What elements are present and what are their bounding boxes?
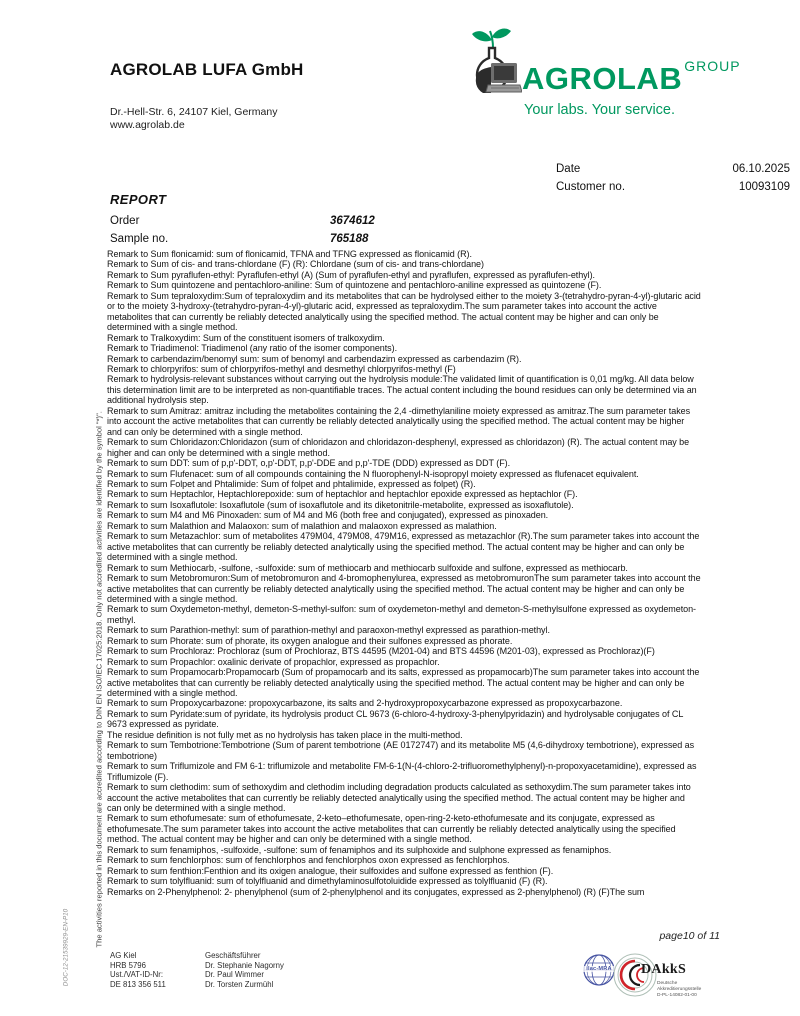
remark-paragraph: Remark to sum tolylfluanid: sum of tolylfluanid and dimethylaminosulfotoluidide expressed as tolylfluanid (F) (R). (107, 876, 548, 887)
remark-paragraph: Remark to sum M4 and M6 Pinoxaden: sum of M4 and M6 (both free and conjugated), expressed as pinoxaden. (107, 510, 549, 521)
remark-paragraph: Remark to Sum quintozene and pentachloro-aniline: Sum of quintozene and pentachloro-aniline expressed as quintozene (F). (107, 280, 602, 291)
sample-no-label: Sample no. (110, 233, 169, 245)
remark-paragraph: Remark to sum clethodim: sum of sethoxydim and clethodim including degradation products calculated as sethoxydim.The sum parameter takes into account the active metabolites that can currently be reliably detected analytically using the specified method. The actual content may be higher and can only be determined with a single method. (107, 782, 691, 814)
management-line: Dr. Paul Wimmer (205, 970, 264, 980)
remark-paragraph: Remark to sum fenthion:Fenthion and its oxigen analogue, their sulfoxides and sulfone expressed as fenthion (F). (107, 865, 554, 876)
company-address-line: Dr.-Hell-Str. 6, 24107 Kiel, Germany (110, 106, 278, 118)
remark-paragraph: Remark to sum Amitraz: amitraz including the metabolites containing the 2,4 -dimethylaniline moiety expressed as amitraz.The sum parameter takes into account the active metabolites that can currently be reliably detected analytically using the specified method. The actual content may be higher and can only be determined with a single method. (107, 405, 691, 437)
sample-no-row (110, 233, 369, 245)
remark-paragraph: Remark to sum Metobromuron:Sum of metobromuron and 4-bromophenylurea, expressed as metobromuronThe sum parameter takes into account the active metabolites that can currently be reliably detected analytically using the specified method. The actual content may be higher and can only be determined with a single method. (107, 573, 701, 604)
remark-paragraph: Remark to sum Chloridazon:Chloridazon (sum of chloridazon and chloridazon-desphenyl, expressed as chloridazon) (R). The actual content may be higher and can only be determined with a single method. (107, 437, 690, 458)
remark-paragraph: Remark to Triadimenol: Triadimenol (any ratio of the isomer components). (107, 343, 398, 354)
logo-brand-text: AGROLAB (522, 61, 683, 96)
date-label: Date (556, 163, 581, 175)
date-value: 06.10.2025 (732, 163, 790, 175)
ilac-mra-label: ilac-MRA (580, 966, 618, 972)
customer-no-row (556, 178, 790, 196)
remark-paragraph: Remarks on 2-Phenylphenol: 2- phenylphenol (sum of 2-phenylphenol and its conjugates, expressed as 2-phenylphenol) (R) (F)The sum (107, 886, 645, 897)
order-label: Order (110, 215, 140, 227)
remark-paragraph: Remark to sum Malathion and Malaoxon: sum of malathion and malaoxon expressed as malathion. (107, 520, 497, 531)
registry-line: AG Kiel (110, 951, 137, 960)
dakks-subtext (657, 981, 701, 998)
remark-paragraph: Remark to carbendazim/benomyl sum: sum of benomyl and carbendazim expressed as carbendazim (R). (107, 353, 522, 364)
registry-line: DE 813 356 511 (110, 979, 166, 989)
doc-code-vertical: DOC-12-21539929-EN-P10 (62, 908, 70, 987)
accreditation-note-vertical: The activities reported in this document are accredited according to DIN EN ISO/IEC 17025:2018. Only not accredited activities are identified by the symbol "*)". (94, 411, 104, 948)
dakks-seal (612, 950, 762, 1004)
footer-registry (110, 951, 166, 989)
footer-management (205, 951, 284, 989)
customer-no-value: 10093109 (738, 181, 790, 193)
remark-paragraph: Remark to sum fenamiphos, -sulfoxide, -sulfone: sum of fenamiphos and its sulphoxide and sulphone expressed as fenamiphos. (107, 844, 612, 855)
logo-tagline: Your labs. Your service. (524, 102, 676, 118)
remark-paragraph: Remark to sum Tembotrione:Tembotrione (Sum of parent tembotrione (AE 0172747) and its metabolite M5 (4,6-dihydroxy tembotrione), expressed as tembotrione) (107, 740, 695, 761)
remark-paragraph: Remark to Sum of cis- and trans-chlordane (F) (R): Chlordane (sum of cis- and trans-chlordane) (107, 259, 484, 270)
registry-line: HRB 5796 (110, 960, 146, 970)
agrolab-logo (466, 26, 786, 122)
logo-brand (522, 58, 741, 97)
remark-paragraph: Remark to sum Propachlor: oxalinic derivate of propachlor, expressed as propachlor. (107, 656, 440, 667)
remark-paragraph: Remark to Sum pyraflufen-ethyl: Pyraflufen-ethyl (A) (Sum of pyraflufen-ethyl and pyraflufen, expressed as pyraflufen-ethyl). (107, 269, 595, 280)
dakks-subtext-line: Akkreditierungsstelle (657, 986, 702, 992)
remark-paragraph: Remark to sum Flufenacet: sum of all compounds containing the N fluorophenyl-N-isopropyl moiety expressed as flufenacet equivalent. (107, 468, 639, 479)
plant-flask-laptop-icon (468, 28, 522, 102)
remark-paragraph: Remark to Tralkoxydim: Sum of the constituent isomers of tralkoxydim. (107, 332, 385, 343)
dakks-subtext-line: Deutsche (657, 981, 678, 986)
management-line: Geschäftsführer (205, 951, 261, 960)
company-name: AGROLAB LUFA GmbH (110, 60, 304, 79)
remark-paragraph: Remark to sum Oxydemeton-methyl, demeton-S-methyl-sulfon: sum of oxydemeton-methyl and demeton-S-methylsulfone expressed as oxydemeton-methyl. (107, 604, 697, 625)
order-value: 3674612 (330, 215, 375, 227)
remark-paragraph: Remark to sum Pyridate:sum of pyridate, its hydrolysis product CL 9673 (6-chloro-4-hydroxy-3-phenylpyridazin) and hydrolysable conjugates of CL 9673 expressed as pyridate. (107, 708, 683, 730)
company-address-block (110, 106, 277, 131)
remark-paragraph: Remark to sum DDT: sum of p,p'-DDT, o,p'-DDT, p,p'-DDE and p,p'-TDE (DDD) expressed as DDT (F). (107, 458, 511, 469)
remark-paragraph: Remark to sum Metazachlor: sum of metabolites 479M04, 479M08, 479M16, expressed as metazachlor (R).The sum parameter takes into account the active metabolites that can currently be reliably detected analytically using the specified method. The actual content may be higher and can only be determined with a single method. (107, 531, 700, 563)
remark-paragraph: Remark to sum Propamocarb:Propamocarb (Sum of propamocarb and its salts, expressed as propamocarb)The sum parameter takes into account the active metabolites that can currently be reliably detected analytically using the specified method. The actual content may be higher and can only be determined with a single method. (107, 667, 700, 699)
customer-no-label: Customer no. (556, 181, 626, 193)
remark-paragraph: Remark to sum Phorate: sum of phorate, its oxygen analogue and their sulfones expressed as phorate. (107, 635, 513, 646)
sample-no-value: 765188 (330, 233, 369, 245)
ilac-mra-seal (582, 953, 616, 987)
page-number: page10 of 11 (659, 930, 720, 942)
meta-block (556, 160, 790, 196)
remark-paragraph: The residue definition is not fully met as no hydrolysis has taken place in the multi-method. (107, 729, 463, 740)
remark-paragraph: Remark to hydrolysis-relevant substances without carrying out the hydrolysis module:The validated limit of quantification is 0,01 mg/kg. All data below this determination limit are to be interpreted as non-quantifiable traces. The actual content including the bound residues can only be determined via an additional hydrolysis step. (107, 374, 697, 406)
date-row (556, 160, 790, 178)
remark-paragraph: Remark to sum Propoxycarbazone: propoxycarbazone, its salts and 2-hydroxypropoxycarbazone expressed as propoxycarbazone. (107, 698, 623, 709)
remark-paragraph: Remark to sum Triflumizole and FM 6-1: triflumizole and metabolite FM-6-1(N-(4-chloro-2-trifluoromethylphenyl)-n-propoxyacetamidine), expressed as Triflumizole (F). (107, 761, 697, 782)
remark-paragraph: Remark to Sum tepraloxydim:Sum of tepraloxydim and its metabolites that can be hydrolysed either to the moiety 3-(tetrahydro-pyran-4-yl)-glutaric acid or to the moiety 3-hydroxy-(tetrahydro-pyran-4-yl)-glutaric acid, expressed as tepraloxydim.The sum parameter takes into account the active metabolites that can currently be reliably detected analytically using the specified method. The actual content may be higher and can only be determined with a single method. (107, 290, 701, 333)
remarks-block (107, 249, 701, 897)
remark-paragraph: Remark to sum Parathion-methyl: sum of parathion-methyl and paraoxon-methyl expressed as parathion-methyl. (107, 625, 550, 636)
remark-paragraph: Remark to sum Heptachlor, Heptachlorepoxide: sum of heptachlor and heptachlor epoxide expressed as heptachlor (F). (107, 489, 578, 500)
registry-line: Ust./VAT-ID-Nr: (110, 970, 163, 980)
dakks-subtext-line: D-PL-14082-01-00 (657, 992, 697, 998)
remark-paragraph: Remark to sum fenchlorphos: sum of fenchlorphos and fenchlorphos oxon expressed as fenchlorphos. (107, 855, 510, 866)
report-title: REPORT (110, 192, 167, 207)
remark-paragraph: Remark to sum ethofumesate: sum of ethofumesate, 2-keto–ethofumesate, open-ring-2-keto-ethofumesate and its conjugate, expressed as ethofumesate.The sum parameter takes into account the active metabolites that can currently be reliably detected analytically using the specified method. The actual content may be higher and can only be determined with a single method. (107, 813, 676, 845)
order-row (110, 215, 375, 227)
logo-group-text: GROUP (684, 58, 741, 74)
remark-paragraph: Remark to sum Folpet and Phtalimide: Sum of folpet and phtalimide, expressed as folpet) (R). (107, 478, 476, 489)
management-line: Dr. Torsten Zurmühl (205, 979, 274, 989)
remark-paragraph: Remark to chlorpyrifos: sum of chlorpyrifos-methyl and desmethyl chlorpyrifos-methyl (F) (107, 363, 456, 374)
dakks-wordmark: DAkkS (641, 962, 687, 977)
remark-paragraph: Remark to sum Prochloraz: Prochloraz (sum of Prochloraz, BTS 44595 (M201-04) and BTS 44596 (M201-03), expressed as Prochloraz)(F) (107, 646, 655, 657)
company-website-link[interactable]: www.agrolab.de (110, 118, 185, 131)
remark-paragraph: Remark to sum Methiocarb, -sulfone, -sulfoxide: sum of methiocarb and methiocarb sulfoxide and sulfone, expressed as methiocarb. (107, 562, 628, 573)
management-line: Dr. Stephanie Nagorny (205, 960, 284, 970)
remark-paragraph: Remark to Sum flonicamid: sum of flonicamid, TFNA and TFNG expressed as flonicamid (R). (107, 249, 472, 259)
remark-paragraph: Remark to sum Isoxaflutole: Isoxaflutole (sum of isoxaflutole and its diketonitrile-metabolite, expressed as isoxaflutole). (107, 499, 574, 510)
